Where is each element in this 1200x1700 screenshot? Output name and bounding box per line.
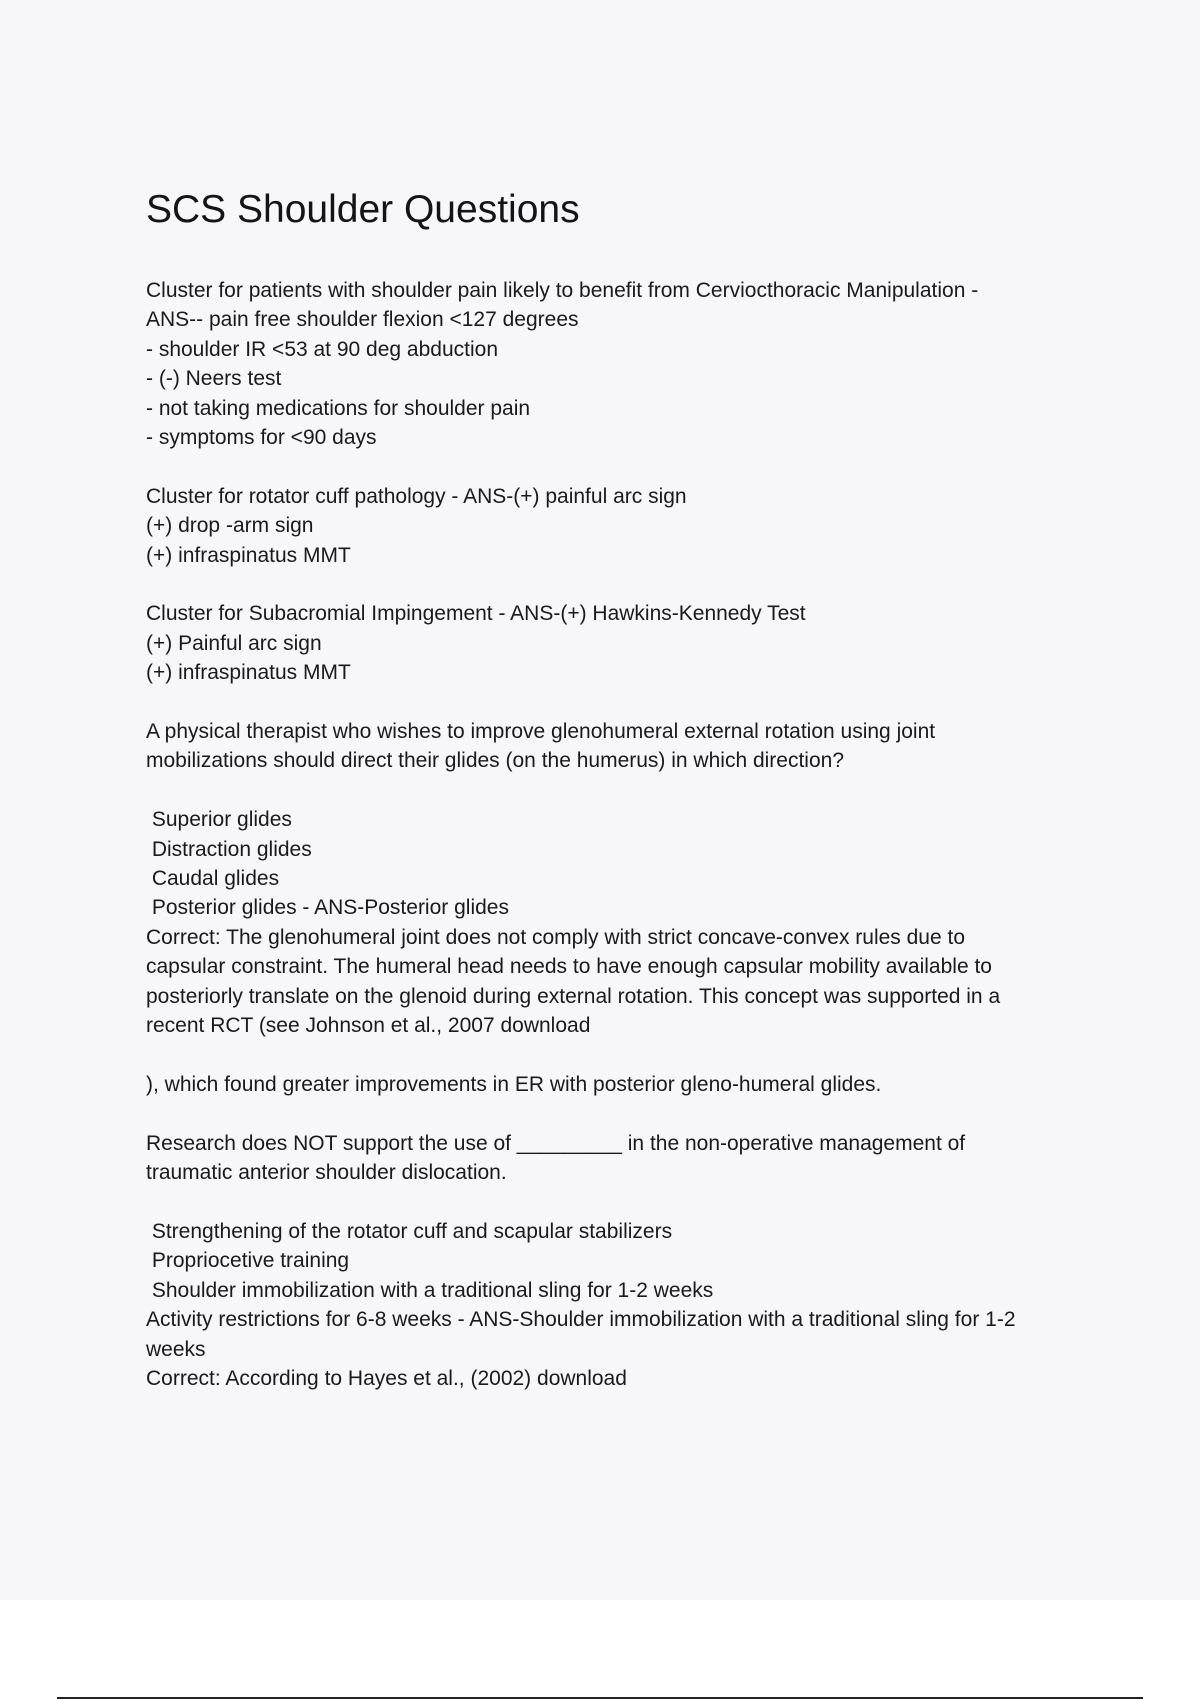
answer-option: Caudal glides	[146, 867, 280, 891]
question-block-rotator-cuff	[146, 482, 1106, 570]
text-line: Cluster for Subacromial Impingement - ANS-(+) Hawkins-Kennedy Test	[146, 602, 806, 626]
answer-option: Shoulder immobilization with a traditional sling for 1-2 weeks	[146, 1278, 714, 1302]
spacer	[146, 1188, 1106, 1217]
answer-option: Activity restrictions for 6-8 weeks - ANS-Shoulder immobilization with a traditional sling for 1-2	[146, 1308, 1016, 1332]
question-text: traumatic anterior shoulder dislocation.	[146, 1161, 507, 1185]
question-text: mobilizations should direct their glides (on the humerus) in which direction?	[146, 749, 845, 773]
spacer	[146, 688, 1106, 717]
page-title: SCS Shoulder Questions	[146, 188, 580, 231]
text-line: - (-) Neers test	[146, 367, 282, 391]
question-block-impingement	[146, 599, 1106, 687]
question-block-cervicothoracic	[146, 276, 1106, 452]
explanation-text: capsular constraint. The humeral head needs to have enough capsular mobility available to	[146, 955, 992, 979]
question-text: A physical therapist who wishes to improve glenohumeral external rotation using joint	[146, 720, 936, 744]
question-block-glides	[146, 717, 1106, 1099]
spacer	[146, 452, 1106, 481]
question-block-dislocation	[146, 1129, 1106, 1394]
text-line: - shoulder IR <53 at 90 deg abduction	[146, 337, 498, 361]
explanation-text: Correct: According to Hayes et al., (2002) download	[146, 1366, 627, 1390]
text-line: (+) drop -arm sign	[146, 514, 314, 538]
explanation-text: posteriorly translate on the glenoid during external rotation. This concept was supported in a	[146, 984, 1001, 1008]
spacer	[146, 570, 1106, 599]
text-line: Cluster for patients with shoulder pain likely to benefit from Cerviocthoracic Manipulation -	[146, 279, 979, 302]
explanation-text: Correct: The glenohumeral joint does not comply with strict concave-convex rules due to	[146, 925, 966, 949]
spacer	[146, 776, 1106, 805]
answer-option: Superior glides	[146, 808, 292, 832]
text-line: ANS-- pain free shoulder flexion <127 degrees	[146, 308, 579, 332]
question-text: Research does NOT support the use of _________ in the non-operative management of	[146, 1131, 966, 1155]
text-line: (+) infraspinatus MMT	[146, 543, 351, 567]
answer-option: weeks	[146, 1337, 206, 1361]
answer-option: Distraction glides	[146, 837, 312, 861]
answer-option: Propriocetive training	[146, 1249, 350, 1273]
explanation-text: ), which found greater improvements in ER with posterior gleno-humeral glides.	[146, 1072, 882, 1096]
text-line: - symptoms for <90 days	[146, 426, 377, 450]
answer-option: Strengthening of the rotator cuff and scapular stabilizers	[146, 1219, 673, 1243]
text-line: (+) Painful arc sign	[146, 631, 322, 655]
explanation-text: recent RCT (see Johnson et al., 2007 download	[146, 1014, 591, 1038]
text-line: Cluster for rotator cuff pathology - ANS-(+) painful arc sign	[146, 484, 687, 508]
text-line: - not taking medications for shoulder pain	[146, 396, 531, 420]
answer-option: Posterior glides - ANS-Posterior glides	[146, 896, 509, 920]
page-divider	[57, 1697, 1143, 1699]
spacer	[146, 1099, 1106, 1128]
document-content	[146, 180, 1106, 1393]
text-line: (+) infraspinatus MMT	[146, 661, 351, 685]
spacer	[146, 1041, 1106, 1070]
